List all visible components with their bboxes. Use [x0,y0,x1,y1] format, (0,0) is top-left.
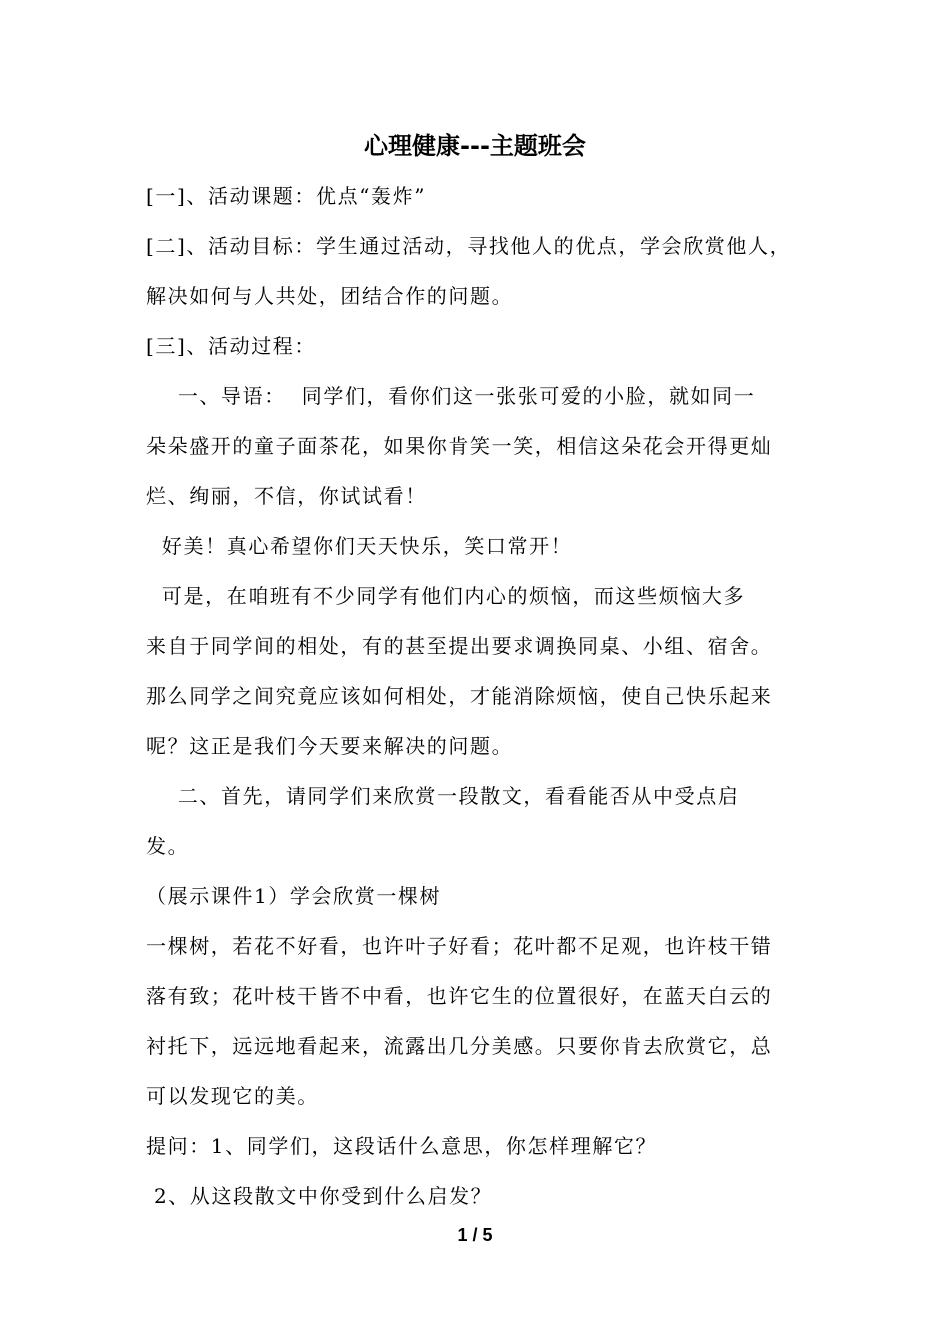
line-intro: 一、导语： 同学们，看你们这一张张可爱的小脸，就如同一 [146,384,756,408]
line-prose-4: 可以发现它的美。 [146,1084,319,1108]
line-problem: 可是，在咱班有不少同学有他们内心的烦恼，而这些烦恼大多 [146,584,746,608]
line-intro-cont-1: 朵朵盛开的童子面茶花，如果你肯笑一笑，相信这朵花会开得更灿 [146,434,773,458]
line-activity-goal-cont: 解决如何与人共处，团结合作的问题。 [146,284,514,308]
line-question-1: 提问：1、同学们，这段话什么意思，你怎样理解它？ [146,1134,658,1158]
line-wish: 好美！真心希望你们天天快乐，笑口常开！ [146,534,573,558]
line-activity-process: [三]、活动过程： [146,334,317,358]
line-intro-cont-2: 烂、绚丽，不信，你试试看！ [146,484,427,508]
line-prose-3: 衬托下，远远地看起来，流露出几分美感。只要你肯去欣赏它，总 [146,1034,773,1058]
document-title: 心理健康---主题班会 [364,132,586,160]
line-step-two-cont: 发。 [146,834,190,858]
line-activity-goal: [二]、活动目标：学生通过活动，寻找他人的优点，学会欣赏他人， [146,234,792,258]
line-prose-2: 落有致；花叶枝干皆不中看，也许它生的位置很好，在蓝天白云的 [146,984,773,1008]
line-step-two: 二、首先，请同学们来欣赏一段散文，看看能否从中受点启 [146,784,740,808]
page-number: 1 / 5 [457,1225,493,1245]
line-courseware: （展示课件1）学会欣赏一棵树 [146,884,442,908]
line-question-2: 2、从这段散文中你受到什么启发？ [146,1184,493,1208]
line-problem-cont-1: 来自于同学间的相处，有的甚至提出要求调换同桌、小组、宿舍。 [146,634,773,658]
line-prose-1: 一棵树，若花不好看，也许叶子好看；花叶都不足观，也许枝干错 [146,934,773,958]
line-problem-cont-2: 那么同学之间究竟应该如何相处，才能消除烦恼，使自己快乐起来 [146,684,773,708]
line-activity-topic: [一]、活动课题：优点“轰炸” [146,184,427,208]
line-problem-cont-3: 呢？这正是我们今天要来解决的问题。 [146,734,514,758]
